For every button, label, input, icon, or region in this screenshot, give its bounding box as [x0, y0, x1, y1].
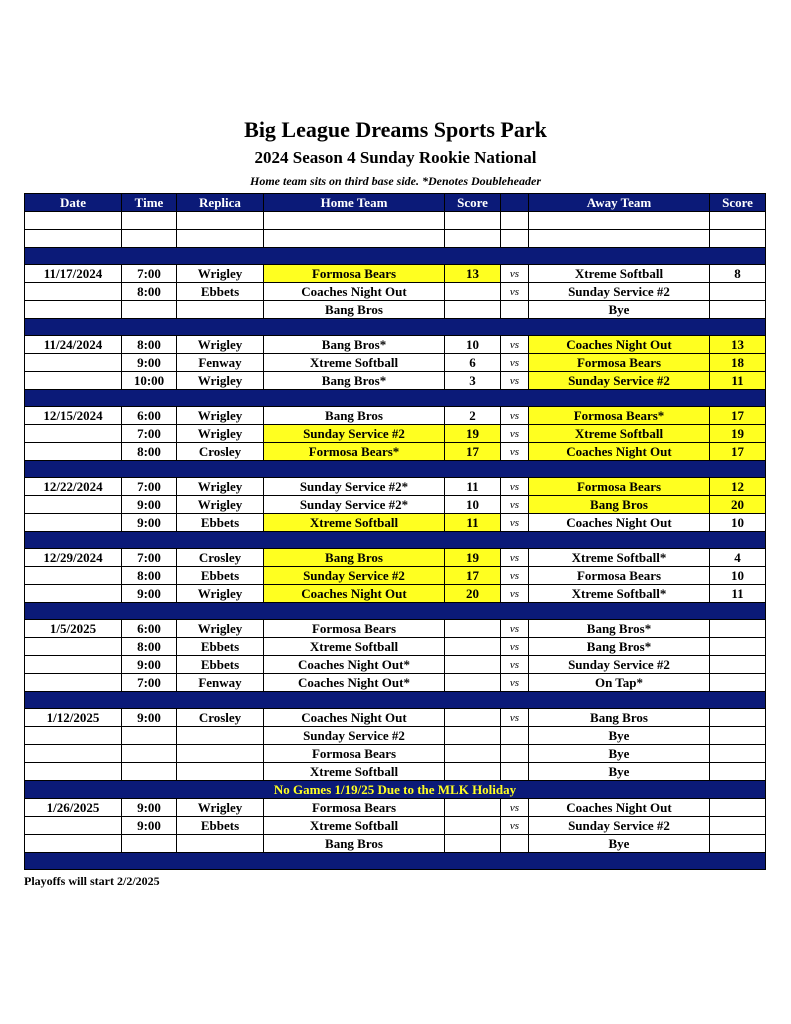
home-score-cell — [445, 301, 501, 319]
replica-cell: Ebbets — [177, 514, 264, 532]
away-team-cell: Sunday Service #2 — [529, 656, 710, 674]
replica-cell — [177, 763, 264, 781]
vs-cell: vs — [501, 674, 529, 692]
col-header-away-score: Score — [710, 194, 766, 212]
home-team-cell: Bang Bros — [264, 549, 445, 567]
time-cell: 6:00 — [122, 407, 177, 425]
replica-cell: Wrigley — [177, 799, 264, 817]
replica-cell: Ebbets — [177, 283, 264, 301]
away-score-cell — [710, 817, 766, 835]
away-team-cell: Formosa Bears* — [529, 407, 710, 425]
away-team-cell: Bye — [529, 835, 710, 853]
replica-cell: Fenway — [177, 674, 264, 692]
separator-cell — [25, 461, 766, 478]
game-row — [25, 301, 766, 319]
game-row — [25, 514, 766, 532]
home-team-cell: Bang Bros — [264, 835, 445, 853]
game-row — [25, 709, 766, 727]
time-cell: 9:00 — [122, 496, 177, 514]
vs-cell: vs — [501, 407, 529, 425]
away-score-cell — [710, 301, 766, 319]
home-team-cell: Sunday Service #2 — [264, 567, 445, 585]
separator-cell — [25, 248, 766, 265]
home-team-cell: Sunday Service #2* — [264, 496, 445, 514]
away-team-cell: Formosa Bears — [529, 567, 710, 585]
away-team-cell: Bang Bros — [529, 709, 710, 727]
away-score-cell: 13 — [710, 336, 766, 354]
away-score-cell: 4 — [710, 549, 766, 567]
away-score-cell: 10 — [710, 567, 766, 585]
game-row — [25, 727, 766, 745]
home-score-cell — [445, 638, 501, 656]
vs-cell — [501, 212, 529, 230]
game-row — [25, 585, 766, 603]
game-row — [25, 372, 766, 390]
home-score-cell: 6 — [445, 354, 501, 372]
replica-cell — [177, 212, 264, 230]
time-cell: 7:00 — [122, 478, 177, 496]
schedule-body — [25, 212, 766, 870]
home-team-cell: Xtreme Softball — [264, 817, 445, 835]
away-team-cell: On Tap* — [529, 674, 710, 692]
empty-row — [25, 212, 766, 230]
date-cell — [25, 443, 122, 461]
date-cell — [25, 567, 122, 585]
date-cell — [25, 745, 122, 763]
home-team-cell: Bang Bros* — [264, 372, 445, 390]
away-score-cell — [710, 656, 766, 674]
away-score-cell: 19 — [710, 425, 766, 443]
away-score-cell — [710, 620, 766, 638]
home-team-cell: Coaches Night Out — [264, 709, 445, 727]
time-cell — [122, 212, 177, 230]
time-cell: 7:00 — [122, 549, 177, 567]
separator-row — [25, 532, 766, 549]
time-cell: 7:00 — [122, 425, 177, 443]
game-row — [25, 549, 766, 567]
separator-row — [25, 461, 766, 478]
away-team-cell — [529, 212, 710, 230]
away-score-cell: 18 — [710, 354, 766, 372]
home-team-cell: Xtreme Softball — [264, 354, 445, 372]
away-score-cell: 17 — [710, 443, 766, 461]
time-cell: 9:00 — [122, 656, 177, 674]
away-team-cell: Bye — [529, 301, 710, 319]
game-row — [25, 496, 766, 514]
home-team-cell: Coaches Night Out* — [264, 674, 445, 692]
time-cell: 9:00 — [122, 709, 177, 727]
separator-cell — [25, 532, 766, 549]
away-team-cell: Coaches Night Out — [529, 799, 710, 817]
home-team-cell: Sunday Service #2* — [264, 478, 445, 496]
home-team-cell: Formosa Bears — [264, 620, 445, 638]
home-score-cell — [445, 674, 501, 692]
footer-note: Playoffs will start 2/2/2025 — [24, 874, 160, 888]
replica-cell: Wrigley — [177, 585, 264, 603]
home-score-cell: 10 — [445, 496, 501, 514]
vs-cell — [501, 727, 529, 745]
away-score-cell — [710, 709, 766, 727]
separator-cell — [25, 390, 766, 407]
home-team-cell: Bang Bros — [264, 301, 445, 319]
vs-cell: vs — [501, 514, 529, 532]
home-team-cell: Xtreme Softball — [264, 514, 445, 532]
away-score-cell: 10 — [710, 514, 766, 532]
date-cell — [25, 674, 122, 692]
away-team-cell: Sunday Service #2 — [529, 283, 710, 301]
home-score-cell — [445, 727, 501, 745]
away-team-cell: Coaches Night Out — [529, 443, 710, 461]
away-team-cell: Bang Bros — [529, 496, 710, 514]
home-score-cell — [445, 656, 501, 674]
away-team-cell: Xtreme Softball — [529, 425, 710, 443]
away-score-cell: 8 — [710, 265, 766, 283]
time-cell — [122, 727, 177, 745]
home-team-cell: Formosa Bears — [264, 265, 445, 283]
home-score-cell: 20 — [445, 585, 501, 603]
game-row — [25, 638, 766, 656]
vs-cell: vs — [501, 372, 529, 390]
date-cell — [25, 638, 122, 656]
schedule-table — [24, 193, 766, 870]
away-team-cell: Formosa Bears — [529, 478, 710, 496]
away-team-cell: Sunday Service #2 — [529, 372, 710, 390]
replica-cell: Ebbets — [177, 638, 264, 656]
home-score-cell: 11 — [445, 478, 501, 496]
vs-cell: vs — [501, 620, 529, 638]
vs-cell: vs — [501, 799, 529, 817]
vs-cell: vs — [501, 354, 529, 372]
date-cell — [25, 727, 122, 745]
game-row — [25, 763, 766, 781]
separator-cell — [25, 692, 766, 709]
away-score-cell — [710, 745, 766, 763]
date-cell — [25, 585, 122, 603]
separator-cell — [25, 603, 766, 620]
home-team-cell: Coaches Night Out* — [264, 656, 445, 674]
away-score-cell: 11 — [710, 372, 766, 390]
away-score-cell — [710, 835, 766, 853]
home-score-cell: 19 — [445, 549, 501, 567]
vs-cell: vs — [501, 336, 529, 354]
vs-cell: vs — [501, 478, 529, 496]
date-cell: 1/26/2025 — [25, 799, 122, 817]
date-cell: 12/15/2024 — [25, 407, 122, 425]
separator-row — [25, 390, 766, 407]
away-score-cell: 12 — [710, 478, 766, 496]
date-cell — [25, 514, 122, 532]
away-score-cell — [710, 638, 766, 656]
date-cell — [25, 835, 122, 853]
vs-cell: vs — [501, 496, 529, 514]
away-team-cell: Coaches Night Out — [529, 336, 710, 354]
replica-cell: Crosley — [177, 549, 264, 567]
date-cell: 1/5/2025 — [25, 620, 122, 638]
time-cell: 7:00 — [122, 674, 177, 692]
home-team-cell: Sunday Service #2 — [264, 727, 445, 745]
vs-cell: vs — [501, 283, 529, 301]
away-score-cell — [710, 230, 766, 248]
game-row — [25, 620, 766, 638]
game-row — [25, 567, 766, 585]
holiday-note-row — [25, 781, 766, 799]
game-row — [25, 336, 766, 354]
game-row — [25, 799, 766, 817]
replica-cell: Ebbets — [177, 656, 264, 674]
time-cell: 8:00 — [122, 567, 177, 585]
away-score-cell — [710, 763, 766, 781]
replica-cell: Wrigley — [177, 496, 264, 514]
time-cell: 6:00 — [122, 620, 177, 638]
col-header-away-team: Away Team — [529, 194, 710, 212]
vs-cell: vs — [501, 567, 529, 585]
away-team-cell: Xtreme Softball* — [529, 549, 710, 567]
time-cell: 9:00 — [122, 354, 177, 372]
vs-cell: vs — [501, 425, 529, 443]
game-row — [25, 674, 766, 692]
away-team-cell: Coaches Night Out — [529, 514, 710, 532]
separator-row — [25, 319, 766, 336]
separator-row — [25, 692, 766, 709]
time-cell — [122, 763, 177, 781]
vs-cell: vs — [501, 265, 529, 283]
empty-row — [25, 230, 766, 248]
home-team-cell: Bang Bros — [264, 407, 445, 425]
game-row — [25, 817, 766, 835]
home-score-cell — [445, 283, 501, 301]
home-team-cell: Formosa Bears* — [264, 443, 445, 461]
replica-cell: Fenway — [177, 354, 264, 372]
time-cell: 8:00 — [122, 443, 177, 461]
replica-cell: Ebbets — [177, 567, 264, 585]
game-row — [25, 425, 766, 443]
time-cell: 10:00 — [122, 372, 177, 390]
replica-cell: Ebbets — [177, 817, 264, 835]
away-team-cell: Formosa Bears — [529, 354, 710, 372]
replica-cell: Wrigley — [177, 336, 264, 354]
date-cell — [25, 212, 122, 230]
vs-cell — [501, 301, 529, 319]
col-header-time: Time — [122, 194, 177, 212]
date-cell: 11/24/2024 — [25, 336, 122, 354]
replica-cell: Crosley — [177, 443, 264, 461]
away-team-cell: Bye — [529, 745, 710, 763]
home-score-cell — [445, 745, 501, 763]
home-score-cell — [445, 835, 501, 853]
date-cell — [25, 283, 122, 301]
away-score-cell — [710, 674, 766, 692]
replica-cell: Wrigley — [177, 425, 264, 443]
date-cell: 1/12/2025 — [25, 709, 122, 727]
time-cell: 9:00 — [122, 817, 177, 835]
time-cell: 9:00 — [122, 514, 177, 532]
replica-cell — [177, 835, 264, 853]
page-note: Home team sits on third base side. *Denotes Doubleheader — [250, 174, 541, 188]
home-score-cell — [445, 799, 501, 817]
vs-cell — [501, 230, 529, 248]
game-row — [25, 835, 766, 853]
game-row — [25, 478, 766, 496]
away-team-cell: Bye — [529, 727, 710, 745]
home-score-cell — [445, 620, 501, 638]
home-score-cell — [445, 817, 501, 835]
vs-cell: vs — [501, 549, 529, 567]
replica-cell — [177, 301, 264, 319]
home-score-cell — [445, 763, 501, 781]
date-cell — [25, 817, 122, 835]
col-header-home-team: Home Team — [264, 194, 445, 212]
game-row — [25, 407, 766, 425]
date-cell — [25, 354, 122, 372]
away-score-cell: 17 — [710, 407, 766, 425]
time-cell: 9:00 — [122, 799, 177, 817]
replica-cell: Wrigley — [177, 620, 264, 638]
away-score-cell: 20 — [710, 496, 766, 514]
replica-cell: Wrigley — [177, 478, 264, 496]
time-cell: 8:00 — [122, 336, 177, 354]
away-team-cell: Bye — [529, 763, 710, 781]
vs-cell — [501, 763, 529, 781]
home-team-cell: Sunday Service #2 — [264, 425, 445, 443]
vs-cell: vs — [501, 656, 529, 674]
vs-cell: vs — [501, 709, 529, 727]
date-cell — [25, 496, 122, 514]
away-team-cell — [529, 230, 710, 248]
date-cell — [25, 656, 122, 674]
replica-cell: Wrigley — [177, 265, 264, 283]
home-score-cell: 11 — [445, 514, 501, 532]
home-score-cell: 13 — [445, 265, 501, 283]
time-cell — [122, 301, 177, 319]
header-row — [25, 194, 766, 212]
game-row — [25, 265, 766, 283]
game-row — [25, 745, 766, 763]
date-cell: 11/17/2024 — [25, 265, 122, 283]
home-score-cell: 3 — [445, 372, 501, 390]
home-score-cell — [445, 230, 501, 248]
time-cell: 8:00 — [122, 638, 177, 656]
separator-row — [25, 853, 766, 870]
date-cell — [25, 301, 122, 319]
vs-cell: vs — [501, 817, 529, 835]
date-cell: 12/29/2024 — [25, 549, 122, 567]
vs-cell: vs — [501, 443, 529, 461]
away-team-cell: Bang Bros* — [529, 638, 710, 656]
home-team-cell: Formosa Bears — [264, 745, 445, 763]
home-team-cell: Xtreme Softball — [264, 638, 445, 656]
col-header-date: Date — [25, 194, 122, 212]
vs-cell: vs — [501, 638, 529, 656]
time-cell — [122, 835, 177, 853]
away-score-cell — [710, 799, 766, 817]
date-cell: 12/22/2024 — [25, 478, 122, 496]
time-cell: 8:00 — [122, 283, 177, 301]
vs-cell — [501, 835, 529, 853]
away-score-cell: 11 — [710, 585, 766, 603]
home-team-cell: Bang Bros* — [264, 336, 445, 354]
home-score-cell — [445, 709, 501, 727]
col-header-vs — [501, 194, 529, 212]
time-cell — [122, 745, 177, 763]
game-row — [25, 354, 766, 372]
home-score-cell: 2 — [445, 407, 501, 425]
replica-cell — [177, 230, 264, 248]
date-cell — [25, 372, 122, 390]
time-cell: 9:00 — [122, 585, 177, 603]
replica-cell: Wrigley — [177, 407, 264, 425]
col-header-home-score: Score — [445, 194, 501, 212]
holiday-note: No Games 1/19/25 Due to the MLK Holiday — [25, 781, 766, 799]
time-cell: 7:00 — [122, 265, 177, 283]
replica-cell: Wrigley — [177, 372, 264, 390]
home-team-cell: Coaches Night Out — [264, 585, 445, 603]
away-team-cell: Sunday Service #2 — [529, 817, 710, 835]
home-score-cell: 10 — [445, 336, 501, 354]
date-cell — [25, 425, 122, 443]
away-score-cell — [710, 727, 766, 745]
home-score-cell — [445, 212, 501, 230]
separator-cell — [25, 853, 766, 870]
away-team-cell: Xtreme Softball — [529, 265, 710, 283]
game-row — [25, 283, 766, 301]
away-team-cell: Xtreme Softball* — [529, 585, 710, 603]
home-team-cell: Xtreme Softball — [264, 763, 445, 781]
away-score-cell — [710, 283, 766, 301]
away-score-cell — [710, 212, 766, 230]
away-team-cell: Bang Bros* — [529, 620, 710, 638]
replica-cell — [177, 727, 264, 745]
vs-cell — [501, 745, 529, 763]
date-cell — [25, 230, 122, 248]
home-score-cell: 17 — [445, 443, 501, 461]
separator-cell — [25, 319, 766, 336]
home-score-cell: 17 — [445, 567, 501, 585]
game-row — [25, 443, 766, 461]
page-title: Big League Dreams Sports Park — [244, 117, 547, 142]
separator-row — [25, 603, 766, 620]
separator-row — [25, 248, 766, 265]
home-team-cell: Formosa Bears — [264, 799, 445, 817]
col-header-replica: Replica — [177, 194, 264, 212]
home-team-cell: Coaches Night Out — [264, 283, 445, 301]
home-team-cell — [264, 212, 445, 230]
page-subtitle: 2024 Season 4 Sunday Rookie National — [254, 148, 537, 167]
time-cell — [122, 230, 177, 248]
replica-cell — [177, 745, 264, 763]
date-cell — [25, 763, 122, 781]
vs-cell: vs — [501, 585, 529, 603]
game-row — [25, 656, 766, 674]
replica-cell: Crosley — [177, 709, 264, 727]
home-team-cell — [264, 230, 445, 248]
home-score-cell: 19 — [445, 425, 501, 443]
